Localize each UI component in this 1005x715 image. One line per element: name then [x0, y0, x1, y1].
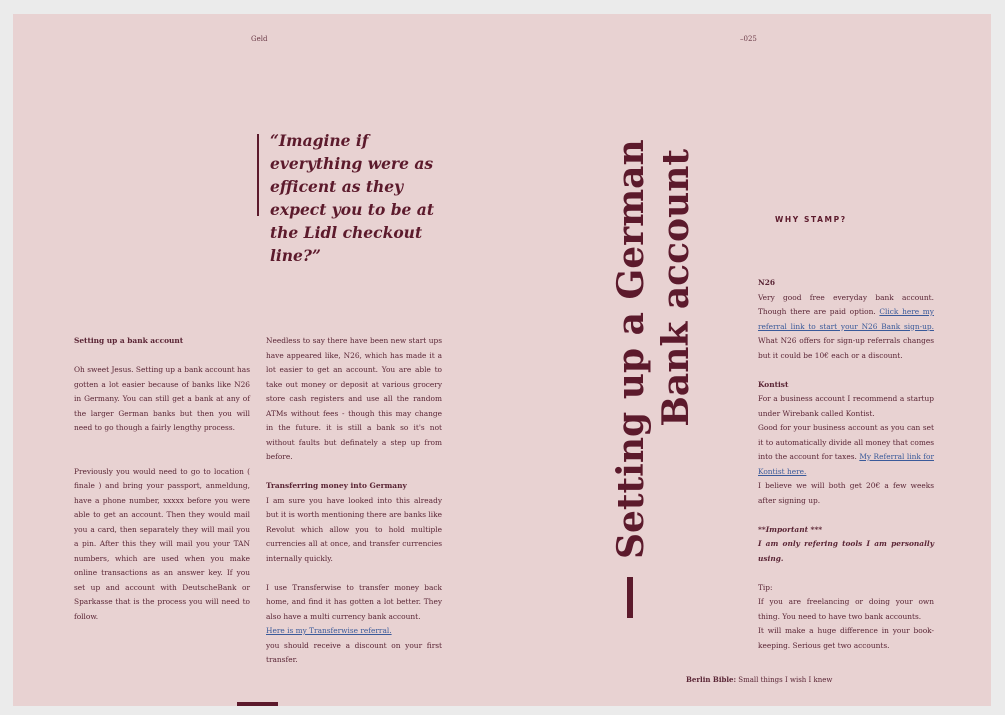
tip-paragraph-1: If you are freelancing or doing your own thing. You need to have two bank accounts.: [758, 597, 934, 621]
middle-heading: Transferring money into Germany: [266, 481, 407, 490]
bottom-accent-bar: [237, 702, 278, 706]
important-heading: **Important ***: [758, 524, 823, 534]
right-column: [758, 276, 934, 653]
header-page-number: –025: [740, 35, 757, 43]
middle-paragraph-4: you should receive a discount on your first transfer.: [266, 640, 442, 664]
n26-paragraph: [758, 291, 934, 364]
middle-column: [266, 334, 442, 668]
important-text: I am only refering tools I am personally using.: [758, 539, 934, 563]
n26-text-after: What N26 offers for sign-up referrals changes but it could be 10€ each or a discount.: [758, 336, 934, 360]
kontist-referral-link[interactable]: My Referral link for Kontist here.: [758, 452, 934, 476]
middle-paragraph-2: I am sure you have looked into this already but it is worth mentioning there are banks like Revolut which allow you to hold multiple currencies all at once, and transfer currencies internally quickly.: [266, 495, 442, 563]
kontist-paragraph-2: [758, 421, 934, 479]
kontist-text-before: Good for your business account as you can set it to automatically divide all money that comes into the account for taxes.: [758, 423, 934, 461]
middle-paragraph-3: I use Transferwise to transfer money back home, and find it has gotten a lot better. They also have a multi currency bank account.: [266, 582, 442, 621]
footer: [686, 675, 832, 684]
pull-quote: “Imagine if everything were as efficent as they expect you to be at the Lidl checkout line?”: [270, 131, 434, 265]
tip-paragraph-2: It will make a huge difference in your book-keeping. Serious get two accounts.: [758, 626, 934, 650]
kontist-paragraph-1: For a business account I recommend a startup under Wirebank called Kontist.: [758, 394, 934, 418]
left-heading: Setting up a bank account: [74, 336, 184, 345]
title-line-2: Bank account: [655, 149, 697, 427]
kontist-heading: Kontist: [758, 379, 789, 389]
header-section-label: Geld: [251, 35, 268, 43]
vertical-title: [609, 139, 699, 559]
left-paragraph-2: Previously you would need to go to location ( finale ) and bring your passport, anmeldung, have a phone number, xxxxx before you were able to get an account. Then they would mail you a card, then separately they will mail you a pin. After this they will mail you your TAN numbers, which are used when you make online transactions as an answer key. If you set up and account with DeutscheBank or Sparkasse that is the process you will need to follow.: [74, 466, 250, 621]
quote-bar: [257, 134, 259, 216]
tip-heading: Tip:: [758, 582, 773, 592]
kontist-paragraph-3: I believe we will both get 20€ a few weeks after signing up.: [758, 481, 934, 505]
n26-referral-link[interactable]: Click here my referral link to start your N26 Bank sign-up.: [758, 307, 934, 331]
title-line-1: Setting up a German: [610, 139, 652, 559]
n26-heading: N26: [758, 278, 776, 287]
why-stamp-heading: WHY STAMP?: [775, 215, 847, 224]
footer-bold: Berlin Bible:: [686, 675, 737, 684]
left-paragraph-1: Oh sweet Jesus. Setting up a bank account has gotten a lot easier because of banks like N26 in Germany. You can still get a bank at any of the larger German banks but then you will need to go though a fairly lengthy process.: [74, 365, 250, 432]
n26-text-before: Very good free everyday bank account. Though there are paid option.: [758, 292, 934, 316]
transferwise-referral-link[interactable]: Here is my Transferwise referral.: [266, 626, 392, 635]
title-accent-bar: [627, 577, 633, 618]
footer-rest: Small things I wish I knew: [736, 676, 833, 684]
magazine-spread: [13, 14, 991, 706]
left-column: [74, 334, 250, 624]
middle-paragraph-1: Needless to say there have been new start ups have appeared like, N26, which has made it a lot easier to get an account. You are able to take out money or deposit at various grocery store cash registers and use all the random ATMs without fees - though this may change in the future. it is still a bank so it's not without faults but definately a step up from before.: [266, 336, 442, 461]
